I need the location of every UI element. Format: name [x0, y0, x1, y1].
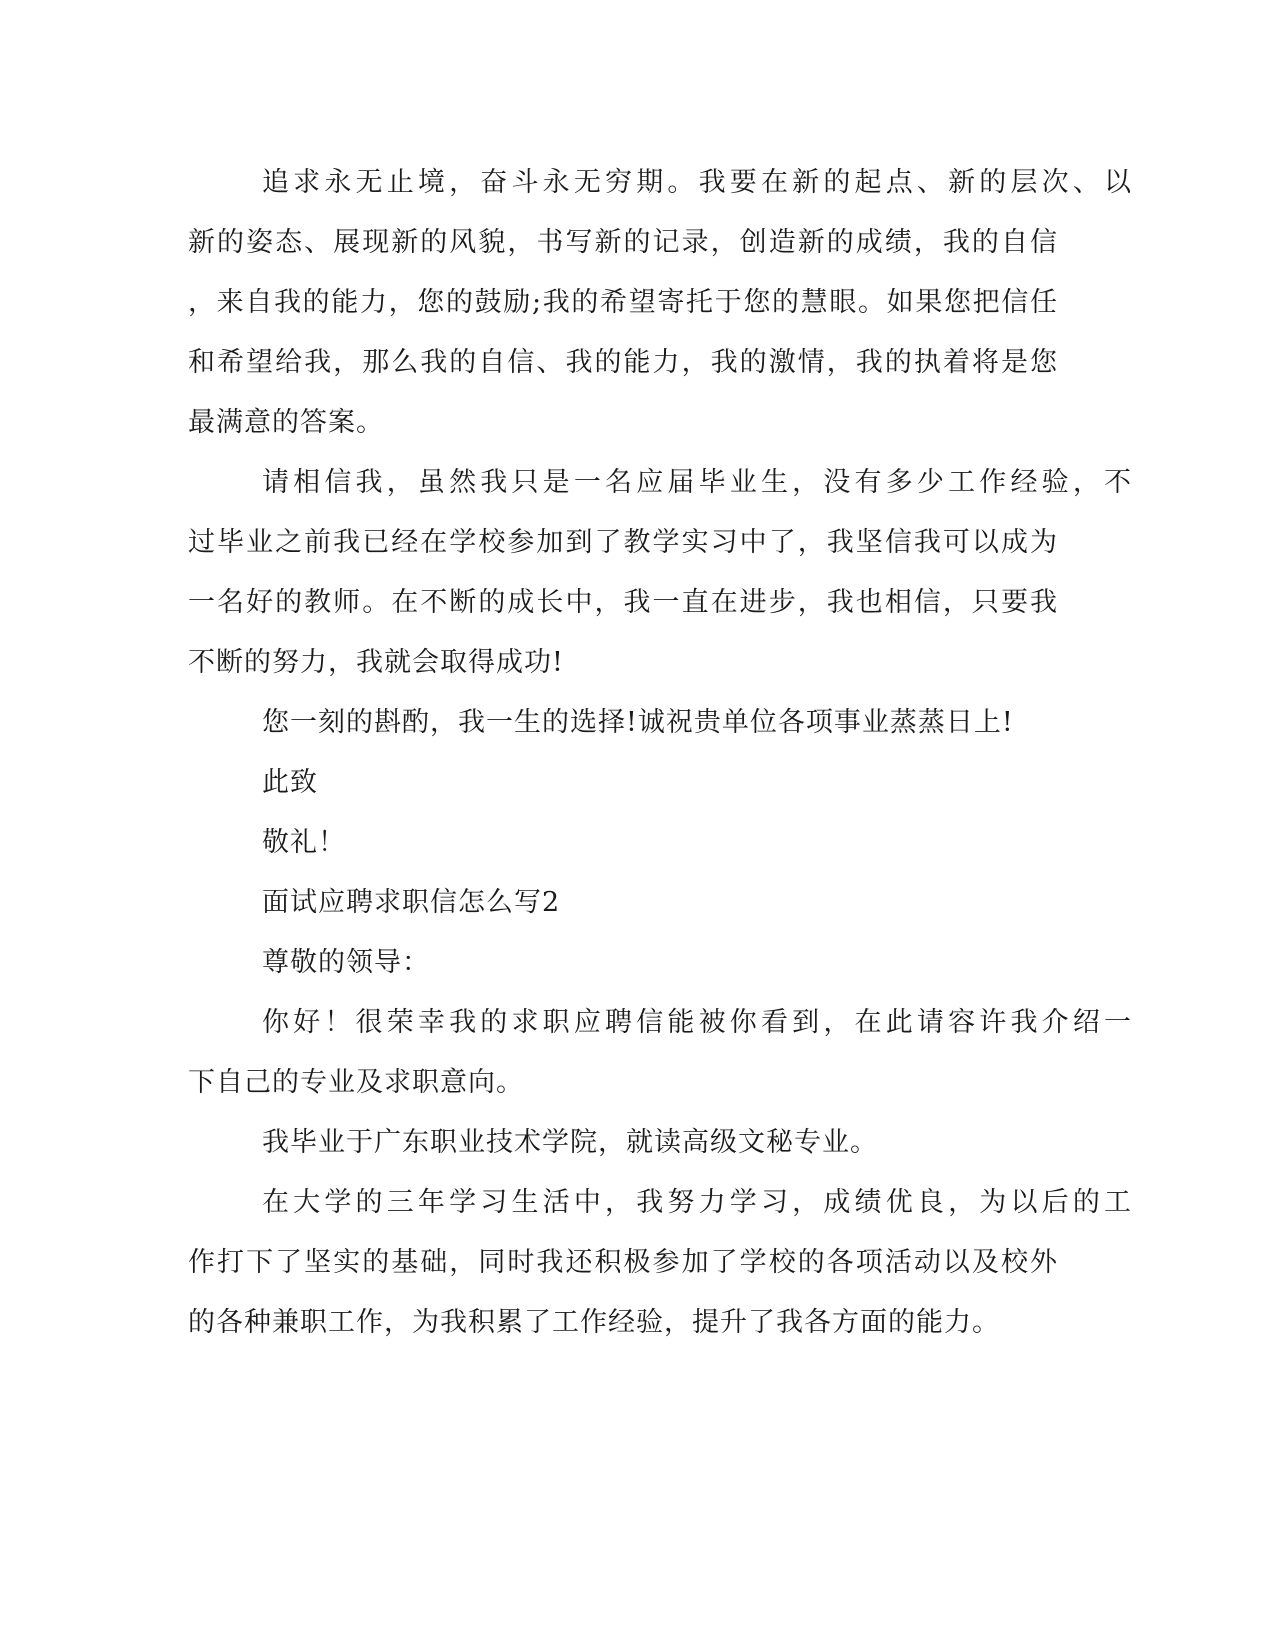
paragraph-line: ，来自我的能力，您的鼓励;我的希望寄托于您的慧眼。如果您把信任 — [188, 287, 1058, 318]
paragraph-line: 过毕业之前我已经在学校参加到了教学实习中了，我坚信我可以成为 — [188, 527, 1058, 558]
paragraph-line: 你好！很荣幸我的求职应聘信能被你看到，在此请容许我介绍一 — [262, 1007, 1132, 1038]
paragraph-line: 您一刻的斟酌，我一生的选择!诚祝贵单位各项事业蒸蒸日上! — [262, 707, 1014, 738]
closing-salutation: 此致 — [262, 767, 318, 798]
paragraph-line: 一名好的教师。在不断的成长中，我一直在进步，我也相信，只要我 — [188, 587, 1058, 618]
paragraph-line: 的各种兼职工作，为我积累了工作经验，提升了我各方面的能力。 — [188, 1307, 1000, 1338]
paragraph-line: 在大学的三年学习生活中，我努力学习，成绩优良，为以后的工 — [262, 1187, 1132, 1218]
paragraph-line: 新的姿态、展现新的风貌，书写新的记录，创造新的成绩，我的自信 — [188, 227, 1058, 258]
paragraph-line: 追求永无止境，奋斗永无穷期。我要在新的起点、新的层次、以 — [262, 167, 1132, 198]
section-heading: 面试应聘求职信怎么写2 — [262, 887, 561, 918]
paragraph-line: 下自己的专业及求职意向。 — [188, 1067, 524, 1098]
paragraph-line: 请相信我，虽然我只是一名应届毕业生，没有多少工作经验，不 — [262, 467, 1132, 498]
paragraph-line: 不断的努力，我就会取得成功! — [188, 647, 564, 678]
paragraph-line: 最满意的答案。 — [188, 407, 384, 438]
closing-regards: 敬礼！ — [262, 827, 346, 858]
paragraph-line: 我毕业于广东职业技术学院，就读高级文秘专业。 — [262, 1127, 878, 1158]
paragraph-line: 作打下了坚实的基础，同时我还积极参加了学校的各项活动以及校外 — [188, 1247, 1058, 1278]
paragraph-line: 和希望给我，那么我的自信、我的能力，我的激情，我的执着将是您 — [188, 347, 1058, 378]
greeting: 尊敬的领导： — [262, 947, 430, 978]
